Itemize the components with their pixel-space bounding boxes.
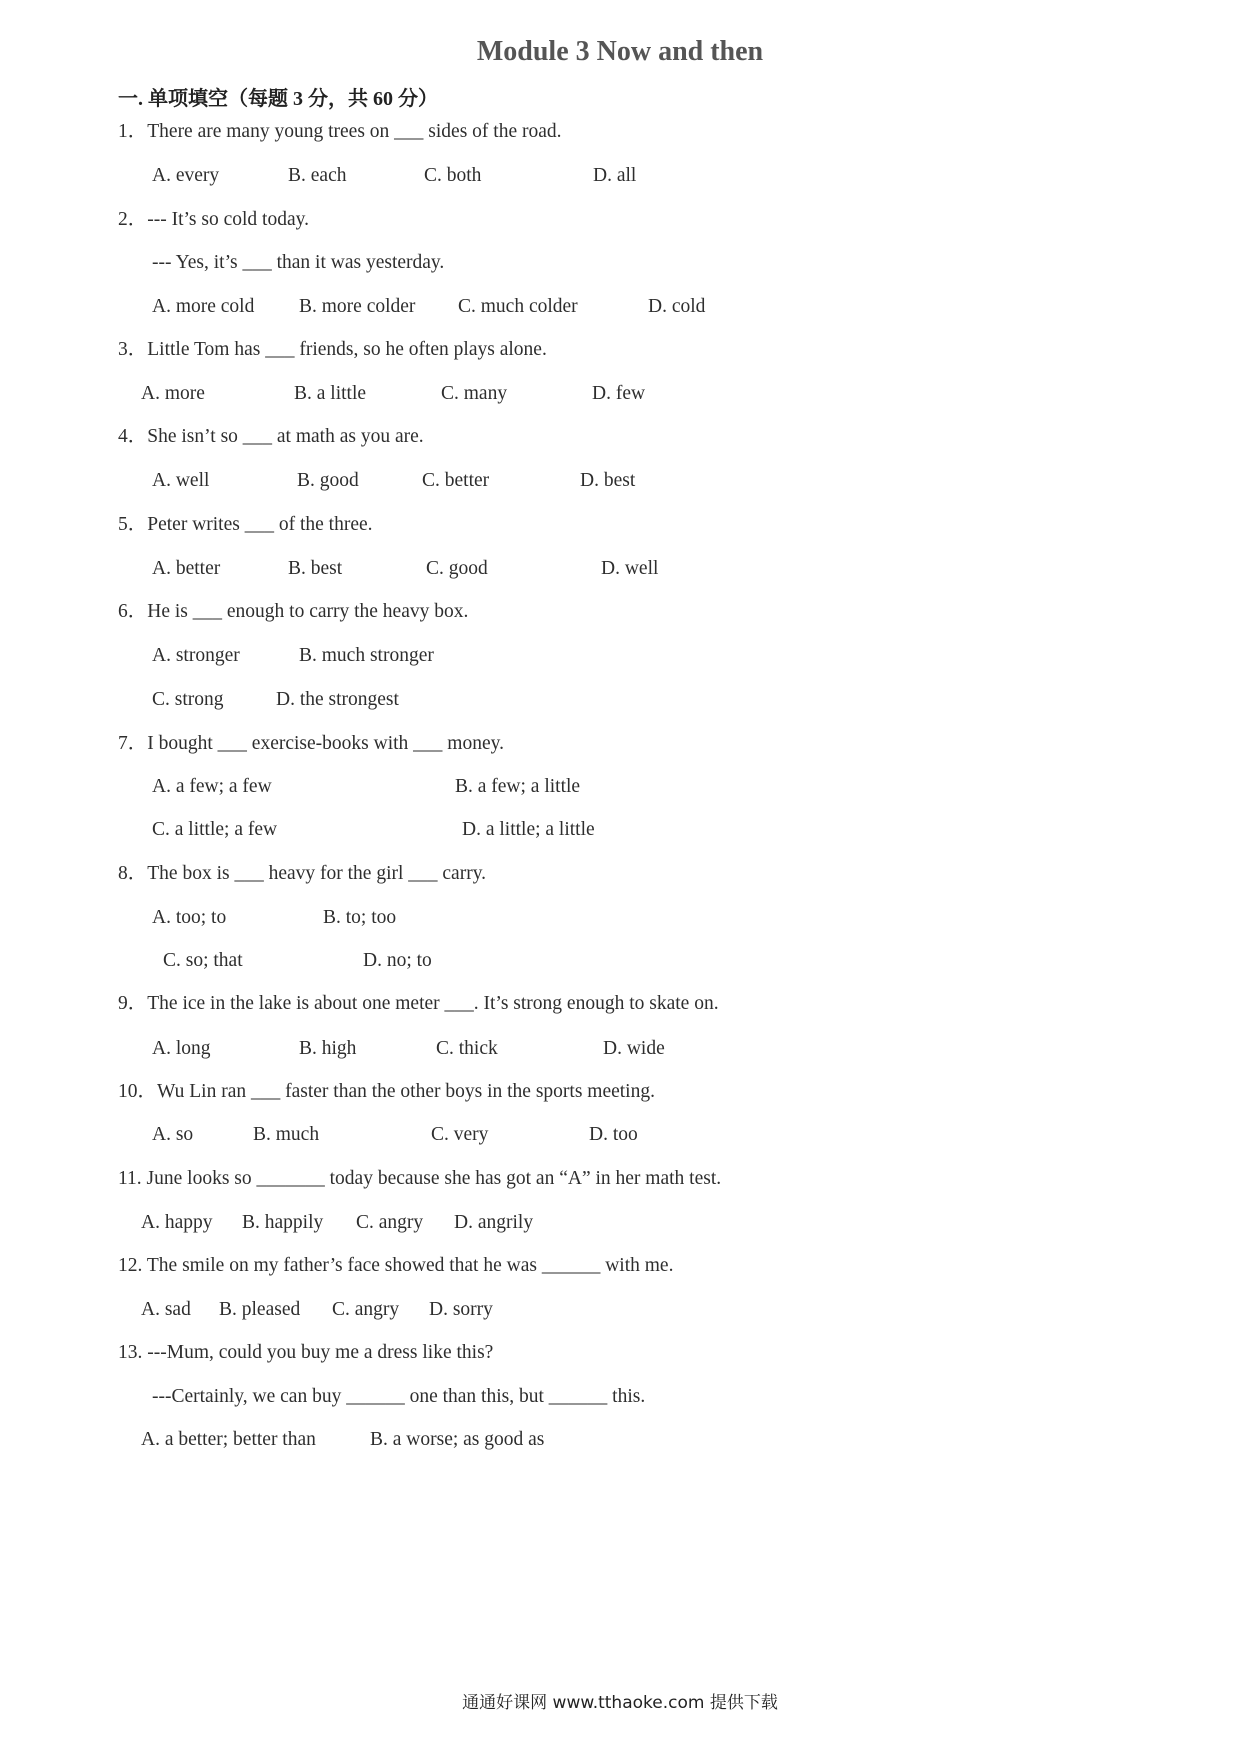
question-9-option-d: D. wide xyxy=(603,1038,665,1059)
question-10-stem: 10．Wu Lin ran ___ faster than the other boys in the sports meeting. xyxy=(118,1081,655,1102)
question-1-option-a: A. every xyxy=(152,165,220,186)
question-13-stem-line-2: ---Certainly, we can buy ______ one than this, but ______ this. xyxy=(152,1386,646,1407)
question-8-option-d: D. no; to xyxy=(363,950,432,971)
question-12-option-c: C. angry xyxy=(332,1299,400,1320)
question-5-option-a: A. better xyxy=(152,558,221,579)
question-6-option-d: D. the strongest xyxy=(276,689,399,710)
question-10-option-d: D. too xyxy=(589,1124,638,1145)
page-title: Module 3 Now and then xyxy=(476,36,764,67)
question-2-option-b: B. more colder xyxy=(299,296,416,317)
question-8-option-a: A. too; to xyxy=(152,907,227,928)
question-7-option-a: A. a few; a few xyxy=(152,776,272,797)
question-2-stem: 2．--- It’s so cold today. xyxy=(118,209,309,230)
question-12-option-d: D. sorry xyxy=(429,1299,493,1320)
question-11-option-b: B. happily xyxy=(242,1212,324,1233)
question-4-option-a: A. well xyxy=(152,470,210,491)
question-7-option-b: B. a few; a little xyxy=(455,776,581,797)
question-1-option-b: B. each xyxy=(288,165,347,186)
question-12-option-b: B. pleased xyxy=(219,1299,301,1320)
question-7-option-c: C. a little; a few xyxy=(152,819,278,840)
question-5-stem: 5．Peter writes ___ of the three. xyxy=(118,514,373,535)
question-3-option-c: C. many xyxy=(441,383,508,404)
question-11-option-d: D. angrily xyxy=(454,1212,534,1233)
question-1-option-c: C. both xyxy=(424,165,482,186)
question-2-option-a: A. more cold xyxy=(152,296,255,317)
question-8-stem: 8．The box is ___ heavy for the girl ___ carry. xyxy=(118,863,487,884)
question-4-option-b: B. good xyxy=(297,470,359,491)
page-footer: 通通好课网 www.tthaoke.com 提供下载 xyxy=(462,1693,778,1713)
question-3-stem: 3．Little Tom has ___ friends, so he often plays alone. xyxy=(118,339,547,360)
question-6-option-a: A. stronger xyxy=(152,645,240,666)
question-11-option-a: A. happy xyxy=(141,1212,213,1233)
question-9-option-c: C. thick xyxy=(436,1038,498,1059)
question-5-option-d: D. well xyxy=(601,558,659,579)
question-12-stem: 12. The smile on my father’s face showed that he was ______ with me. xyxy=(118,1255,674,1276)
question-6-stem: 6．He is ___ enough to carry the heavy box. xyxy=(118,601,469,622)
question-13-option-b: B. a worse; as good as xyxy=(370,1429,545,1450)
question-10-option-c: C. very xyxy=(431,1124,489,1145)
question-12-option-a: A. sad xyxy=(141,1299,191,1320)
question-1-option-d: D. all xyxy=(593,165,637,186)
question-5-option-b: B. best xyxy=(288,558,343,579)
question-6-option-b: B. much stronger xyxy=(299,645,434,666)
question-11-stem: 11. June looks so _______ today because she has got an “A” in her math test. xyxy=(118,1168,722,1189)
question-5-option-c: C. good xyxy=(426,558,488,579)
question-9-stem: 9．The ice in the lake is about one meter ___. It’s strong enough to skate on. xyxy=(118,993,719,1014)
question-1-stem: 1．There are many young trees on ___ sides of the road. xyxy=(118,121,562,142)
question-4-option-c: C. better xyxy=(422,470,490,491)
question-10-option-a: A. so xyxy=(152,1124,194,1145)
section-heading: 一. 单项填空（每题 3 分，共 60 分） xyxy=(118,88,438,110)
question-4-option-d: D. best xyxy=(580,470,636,491)
question-9-option-a: A. long xyxy=(152,1038,211,1059)
question-3-option-a: A. more xyxy=(141,383,205,404)
question-8-option-b: B. to; too xyxy=(323,907,397,928)
question-3-option-b: B. a little xyxy=(294,383,367,404)
question-11-option-c: C. angry xyxy=(356,1212,424,1233)
question-10-option-b: B. much xyxy=(253,1124,320,1145)
question-2-option-d: D. cold xyxy=(648,296,706,317)
question-3-option-d: D. few xyxy=(592,383,646,404)
question-8-option-c: C. so; that xyxy=(163,950,243,971)
question-4-stem: 4．She isn’t so ___ at math as you are. xyxy=(118,426,424,447)
question-2-option-c: C. much colder xyxy=(458,296,578,317)
question-13-option-a: A. a better; better than xyxy=(141,1429,316,1450)
question-9-option-b: B. high xyxy=(299,1038,357,1059)
question-6-option-c: C. strong xyxy=(152,689,224,710)
question-2-stem-line-2: --- Yes, it’s ___ than it was yesterday. xyxy=(152,252,445,273)
question-7-stem: 7．I bought ___ exercise-books with ___ money. xyxy=(118,733,504,754)
question-7-option-d: D. a little; a little xyxy=(462,819,595,840)
question-13-stem: 13. ---Mum, could you buy me a dress like this? xyxy=(118,1342,494,1363)
